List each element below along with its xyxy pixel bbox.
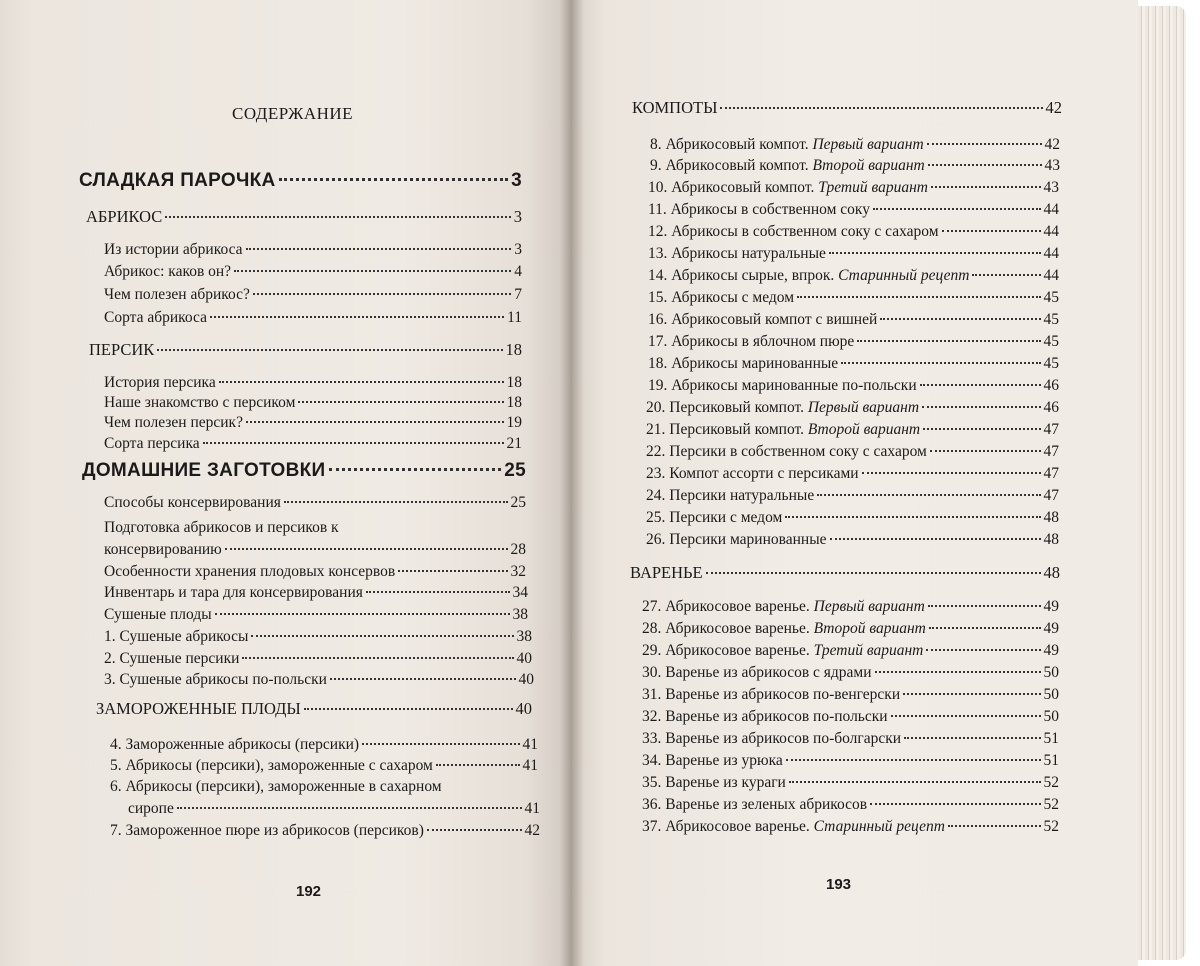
toc-entry[interactable]: 18. Абрикосы маринованные 45	[648, 355, 1059, 372]
toc-entry[interactable]: 20. Персиковый компот. Первый вариант 46	[646, 399, 1059, 416]
toc-entry[interactable]: 12. Абрикосы в собственном соку с сахаром 44	[648, 223, 1059, 240]
toc-entry[interactable]: 37. Абрикосовое варенье. Старинный рецепт 52	[642, 818, 1059, 835]
toc-entry[interactable]: 36. Варенье из зеленых абрикосов 52	[642, 796, 1059, 813]
toc-entry[interactable]: История персика 18	[104, 374, 522, 391]
toc-entry[interactable]: 10. Абрикосовый компот. Третий вариант 43	[648, 179, 1059, 196]
toc-entry-chapter[interactable]: ЗАМОРОЖЕННЫЕ ПЛОДЫ 40	[96, 699, 532, 718]
toc-entry[interactable]: 23. Компот ассорти с персиками 47	[646, 465, 1059, 482]
toc-entry[interactable]: 15. Абрикосы с медом 45	[648, 289, 1059, 306]
toc-entry[interactable]: 9. Абрикосовый компот. Второй вариант 43	[650, 157, 1060, 174]
toc-entry[interactable]: 33. Варенье из абрикосов по-болгарски 51	[642, 730, 1059, 747]
toc-entry[interactable]: Наше знакомство с персиком 18	[104, 394, 522, 411]
toc-entry[interactable]: 24. Персики натуральные 47	[646, 487, 1059, 504]
toc-entry[interactable]: Сорта персика 21	[104, 435, 522, 452]
toc-entry[interactable]: Способы консервирования 25	[104, 494, 526, 511]
toc-entry-chapter[interactable]: КОМПОТЫ 42	[632, 98, 1062, 117]
toc-entry[interactable]: 7. Замороженное пюре из абрикосов (персиков) 42	[110, 822, 540, 839]
toc-entry[interactable]: 31. Варенье из абрикосов по-венгерски 50	[642, 686, 1059, 703]
book-gutter	[560, 0, 584, 966]
toc-entry[interactable]: 13. Абрикосы натуральные 44	[648, 245, 1059, 262]
toc-entry-chapter[interactable]: ВАРЕНЬЕ 48	[630, 563, 1060, 582]
toc-entry-chapter[interactable]: ПЕРСИК 18	[89, 340, 522, 359]
toc-entry[interactable]: 14. Абрикосы сырые, впрок. Старинный рецепт 44	[648, 267, 1059, 284]
toc-entry[interactable]: 16. Абрикосовый компот с вишней 45	[648, 311, 1059, 328]
left-page	[0, 0, 572, 966]
toc-entry[interactable]: 22. Персики в собственном соку с сахаром 47	[646, 443, 1059, 460]
page-number-right: 193	[826, 876, 852, 893]
toc-entry[interactable]: Абрикос: каков он? 4	[104, 263, 522, 280]
toc-entry[interactable]: 8. Абрикосовый компот. Первый вариант 42	[650, 136, 1060, 153]
right-page	[572, 0, 1138, 966]
toc-entry[interactable]: 26. Персики маринованные 48	[646, 531, 1059, 548]
toc-entry[interactable]: 32. Варенье из абрикосов по-польски 50	[642, 708, 1059, 725]
toc-entry[interactable]: 21. Персиковый компот. Второй вариант 47	[646, 421, 1059, 438]
toc-entry[interactable]: Чем полезен абрикос? 7	[104, 286, 522, 303]
toc-title: СОДЕРЖАНИЕ	[232, 104, 354, 123]
toc-entry[interactable]: 4. Замороженные абрикосы (персики) 41	[110, 736, 538, 753]
toc-entry[interactable]: консервированию 28	[104, 541, 526, 558]
toc-entry[interactable]: 5. Абрикосы (персики), замороженные с сахаром 41	[110, 757, 538, 774]
toc-entry[interactable]: Сорта абрикоса 11	[104, 309, 522, 326]
toc-entry[interactable]: 17. Абрикосы в яблочном пюре 45	[648, 333, 1059, 350]
toc-entry[interactable]: 2. Сушеные персики 40	[104, 650, 532, 667]
toc-entry[interactable]: 34. Варенье из урюка 51	[642, 752, 1059, 769]
toc-entry[interactable]: 11. Абрикосы в собственном соку 44	[648, 201, 1059, 218]
toc-entry[interactable]: Из истории абрикоса 3	[104, 241, 522, 258]
toc-entry-chapter[interactable]: АБРИКОС 3	[86, 207, 522, 226]
toc-entry[interactable]: Сушеные плоды 38	[104, 606, 528, 623]
toc-entry[interactable]: Особенности хранения плодовых консервов 32	[104, 563, 526, 580]
toc-entry-line1: 6. Абрикосы (персики), замороженные в сахарном	[110, 778, 442, 795]
page-edges	[1138, 6, 1186, 960]
toc-entry[interactable]: сиропе 41	[128, 800, 540, 817]
toc-entry[interactable]: Инвентарь и тара для консервирования 34	[104, 584, 528, 601]
toc-entry-line1: Подготовка абрикосов и персиков к	[104, 519, 339, 536]
page-number-left: 192	[296, 883, 322, 900]
toc-entry[interactable]: 29. Абрикосовое варенье. Третий вариант 49	[642, 642, 1059, 659]
toc-entry[interactable]: 19. Абрикосы маринованные по-польски 46	[648, 377, 1059, 394]
toc-entry[interactable]: 1. Сушеные абрикосы 38	[104, 628, 532, 645]
toc-entry[interactable]: 30. Варенье из абрикосов с ядрами 50	[642, 664, 1059, 681]
toc-entry[interactable]: 3. Сушеные абрикосы по-польски 40	[104, 671, 534, 688]
toc-entry[interactable]: 25. Персики с медом 48	[646, 509, 1059, 526]
toc-entry-section[interactable]: ДОМАШНИЕ ЗАГОТОВКИ 25	[82, 460, 526, 481]
toc-entry[interactable]: 28. Абрикосовое варенье. Второй вариант 49	[642, 620, 1059, 637]
toc-entry[interactable]: Чем полезен персик? 19	[104, 414, 522, 431]
toc-entry[interactable]: 27. Абрикосовое варенье. Первый вариант 49	[642, 598, 1059, 615]
toc-entry[interactable]: 35. Варенье из кураги 52	[642, 774, 1059, 791]
toc-entry-section[interactable]: СЛАДКАЯ ПАРОЧКА 3	[79, 170, 522, 191]
